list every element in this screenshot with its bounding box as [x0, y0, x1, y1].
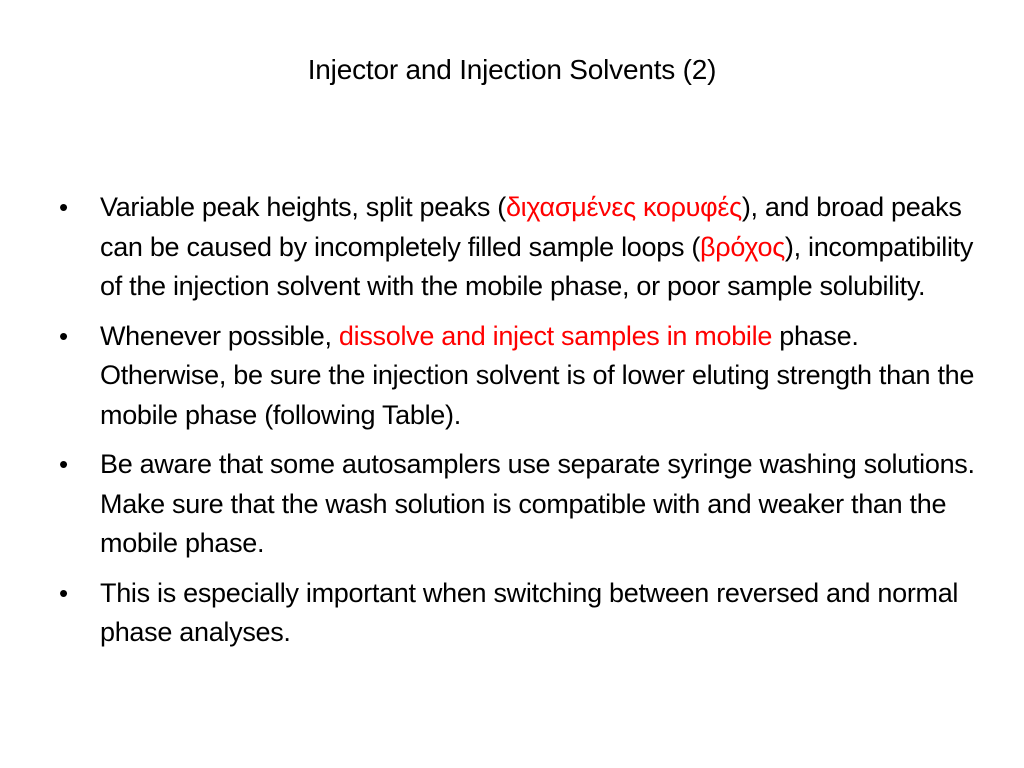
bullet-1-text-b: ), and broad peaks can be caused by incompletely filled sample loops (: [100, 192, 962, 262]
bullet-list: [56, 188, 976, 663]
bullet-dot: •: [59, 449, 68, 479]
bullet-1-text-c: ), incompatibility of the injection solvent with the mobile phase, or poor sample solubility.: [100, 231, 974, 301]
bullet-1-text-a: Variable peak heights, split peaks (: [100, 192, 506, 222]
bullet-item-3: [56, 445, 976, 564]
bullet-1-greek-term-loop: βρόχος: [700, 231, 785, 262]
bullet-item-2: [56, 317, 976, 436]
slide-title: Injector and Injection Solvents (2): [307, 54, 717, 85]
bullet-dot: •: [59, 320, 68, 351]
bullet-3-text: Be aware that some autosamplers use separate syringe washing solutions. Make sure that the wash solution is compatible with and weaker than the mobile phase.: [100, 449, 975, 558]
bullet-2-text-a: Whenever possible,: [100, 320, 339, 351]
bullet-dot: •: [59, 192, 68, 222]
bullet-dot: •: [59, 577, 68, 608]
bullet-2-highlight: dissolve and inject samples in mobile: [338, 320, 773, 351]
bullet-4-text: This is especially important when switching between reversed and normal phase analyses.: [100, 577, 959, 647]
bullet-2-text-b: phase. Otherwise, be sure the injection solvent is of lower eluting strength than the mobile phase (following Table).: [100, 320, 975, 430]
bullet-item-4: [56, 574, 976, 653]
bullet-1-greek-term-split-peaks: διχασμένες κορυφές: [505, 192, 742, 222]
bullet-item-1: [56, 188, 976, 307]
